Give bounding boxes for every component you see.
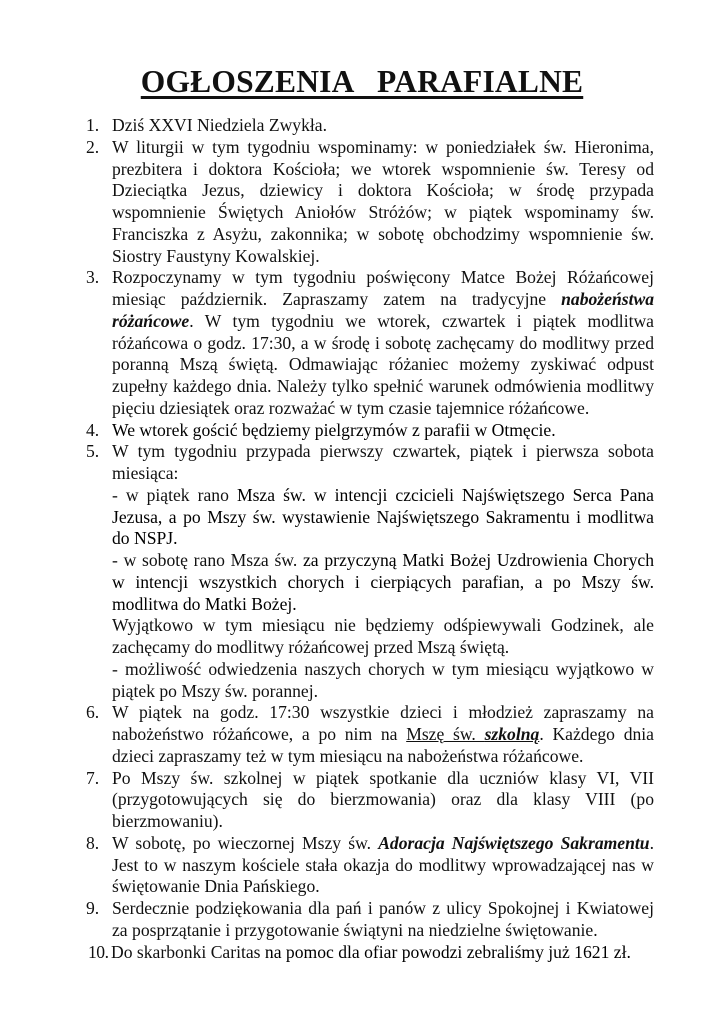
text-run: . (315, 876, 320, 897)
text-run: - możliwość odwiedzenia naszych chorych w tym miesiącu wyjątkowo w piątek po Mszy św. porannej. (112, 658, 654, 701)
text-run: Matce Bożej Różańcowej (460, 267, 654, 288)
text-run: Serdecznie podziękowania dla pań i panów z ulicy Spokojnej i Kwiatowej za posprzątanie i przygotowanie świątyni na niedzielne świętowanie. (112, 898, 654, 940)
text-run: W liturgii w tym tygodniu wspominamy: w poniedziałek św. Hieronima, prezbitera i doktora Kościoła; we wtorek wspomnienie św. Teresy od Dzieciątka Jezus, dziewicy i doktora Kościoła; w środę przypada wspomnienie Świętych Aniołów Stróżów; w piątek wspominamy św. Franciszka z Asyżu, zakonnika; w sobotę obchodzimy wspomnienie św. Siostry Faustyny Kowalskiej. (112, 136, 654, 266)
item-paragraph (112, 833, 654, 898)
announcement-item (86, 420, 654, 442)
text-run: Adoracja Najświętszego Sakramentu (378, 832, 650, 853)
item-number: 1. (86, 115, 100, 135)
item-paragraph (112, 115, 654, 137)
announcement-list (86, 115, 654, 963)
text-run: - w piątek rano (112, 484, 237, 505)
item-paragraph (112, 768, 654, 833)
text-run: Godzinek, (551, 615, 624, 636)
item-paragraph (112, 267, 654, 419)
text-run: W sobotę, po wieczornej Mszy św. (112, 832, 379, 853)
text-run: - w sobotę rano Msza św. (112, 550, 303, 570)
item-number: 7. (86, 767, 100, 788)
announcement-item (86, 833, 654, 898)
item-number: 9. (86, 898, 100, 918)
text-run: nabożeństwa różańcowe (407, 745, 580, 766)
text-run: Dnia Pańskiego (204, 876, 316, 897)
text-run: . Każdego dnia dzieci zapraszamy też w tym miesiącu na (112, 724, 654, 766)
item-paragraph (112, 659, 654, 703)
announcement-item (86, 267, 654, 419)
item-paragraph (112, 420, 654, 442)
text-run: nabożeństwo różańcowe (112, 724, 289, 744)
item-number: 8. (86, 832, 100, 853)
text-run: . (579, 745, 584, 766)
text-run: Niedziela Zwykła (197, 115, 323, 135)
text-run: Msza św. w intencji czcicieli Najświętszego Serca Pana Jezusa, a po Mszy św. wystawienie Najświętszego Sakramentu i modlitwa do NSPJ. (112, 484, 654, 549)
text-run: Po Mszy św. szkolnej w piątek spotkanie dla uczniów klasy VI, VII (przygotowujących się do bierzmowania) oraz dla klasy VIII (po bierzmowaniu). (112, 767, 654, 831)
text-run: szkolną (484, 724, 540, 744)
text-run: Do skarbonki (111, 941, 211, 962)
announcement-item (86, 441, 654, 702)
text-run: Caritas (210, 941, 261, 962)
text-run: na pomoc dla ofiar powodzi zebraliśmy już 1621 zł. (260, 941, 631, 962)
item-number: 3. (86, 267, 100, 288)
item-number: 10. (88, 941, 109, 962)
text-run: możemy zyskiwać odpust zupełny każdego dnia. Należy tylko spełnić warunek odmówienia modlitwy pięciu dziesiątek oraz rozważać w tym czasie tajemnice różańcowe. (112, 354, 654, 418)
text-run: W piątek na godz. 17:30 wszystkie dzieci i młodzież zapraszamy na (112, 702, 654, 723)
announcement-item (86, 137, 654, 268)
text-run: miesiąc październik. Zapraszamy zatem na tradycyjne (112, 289, 562, 309)
text-run: . (322, 115, 327, 135)
announcement-item (86, 768, 654, 833)
item-number: 4. (86, 419, 100, 440)
text-run: . Jest to w naszym kościele stała okazja do modlitwy wprowadzającej nas w świętowanie (112, 832, 654, 897)
text-run: , a po nim na (288, 724, 407, 744)
page-title: OGŁOSZENIA PARAFIALNE (140, 64, 584, 99)
announcement-item (86, 702, 654, 767)
announcement-item (86, 115, 654, 137)
text-run: różaniec (388, 354, 449, 375)
item-paragraph (111, 942, 654, 964)
text-run: W tym tygodniu przypada pierwszy czwartek, piątek i pierwsza sobota miesiąca: (112, 441, 654, 483)
item-paragraph (112, 441, 654, 485)
text-run: nabożeństwa różańcowe (112, 289, 654, 331)
item-paragraph (112, 137, 654, 268)
item-number: 6. (86, 702, 100, 723)
text-run: Mszę św. (406, 724, 485, 744)
text-run: Wyjątkowo w tym miesiącu nie będziemy odśpiewywali (112, 615, 551, 636)
announcement-item (86, 898, 654, 942)
text-run: ale zachęcamy do modlitwy różańcowej przed Mszą świętą. (112, 615, 654, 657)
item-paragraph (112, 550, 654, 615)
text-run: Dziś XXVI (112, 115, 198, 135)
text-run: We wtorek gościć będziemy pielgrzymów z parafii w Otmęcie. (112, 419, 556, 440)
item-paragraph (112, 615, 654, 659)
text-run: za przyczyną Matki Bożej Uzdrowienia Chorych w intencji wszystkich chorych i cierpiących parafian, a po Mszy św. modlitwa do Matki Bożej. (112, 550, 654, 614)
item-number: 2. (86, 136, 100, 157)
item-number: 5. (86, 441, 100, 462)
announcement-item (86, 942, 654, 964)
item-paragraph (112, 702, 654, 767)
text-run: . W tym tygodniu we wtorek, czwartek i piątek modlitwa różańcowa o godz. 17:30, a w środę i sobotę zachęcamy do modlitwy przed poranną Mszą świętą. Odmawiając (112, 310, 654, 375)
item-paragraph (112, 898, 654, 942)
text-run: Rozpoczynamy w tym tygodniu poświęcony (112, 267, 461, 288)
item-paragraph (112, 485, 654, 550)
